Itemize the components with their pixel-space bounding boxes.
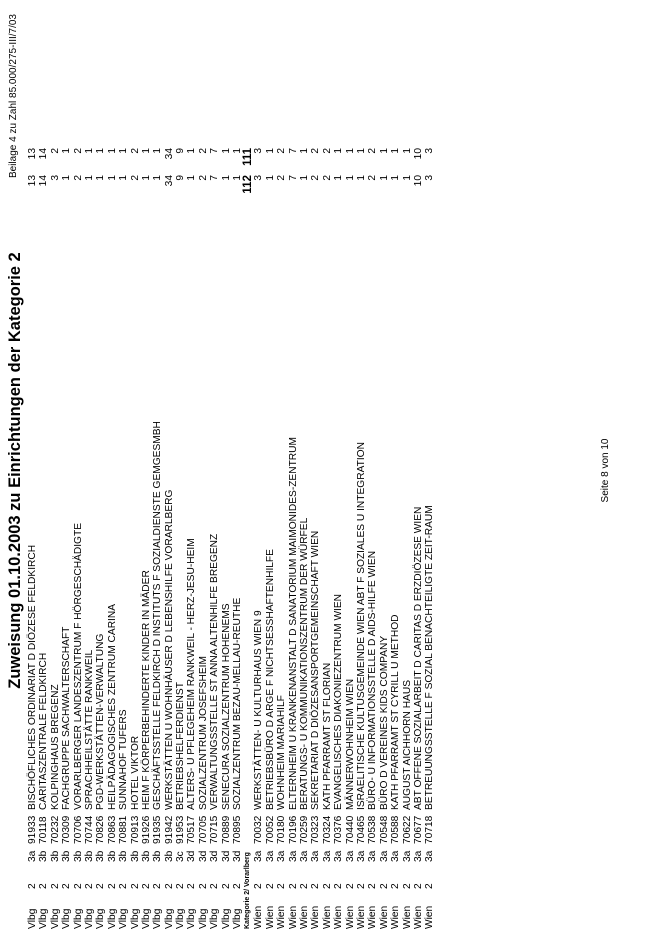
value-2-cell: 2 [310, 148, 322, 154]
value-2-cell: 1 [333, 148, 345, 154]
number-cell: 70744 [83, 815, 95, 844]
subcategory-cell: 3b [49, 850, 61, 862]
number-cell: 70259 [298, 815, 310, 844]
institution-name: SENECURA SOZIALZENTRUM HOHENEMS [220, 603, 232, 810]
number-cell: 70715 [209, 815, 221, 844]
land-cell: Vlbg [95, 908, 107, 929]
subcategory-cell: 3a [287, 850, 299, 862]
number-cell: 70548 [378, 815, 390, 844]
table-row [73, 0, 84, 941]
subcategory-cell: 3a [333, 850, 345, 862]
land-cell: Wien [355, 905, 367, 929]
number-cell: 70538 [367, 815, 379, 844]
institution-name: ALTERS- U PFLEGEHEIM RANKWEIL - HERZ-JESU-HEIM [186, 538, 198, 810]
value-1-cell: 1 [220, 175, 232, 181]
number-cell: 70706 [72, 815, 84, 844]
value-2-cell: 1 [390, 148, 402, 154]
category-cell: 2 [27, 883, 38, 889]
category-cell: 2 [276, 883, 288, 889]
category-cell: 2 [95, 883, 107, 889]
number-cell: 70309 [61, 815, 73, 844]
table-row [198, 0, 209, 941]
table-row [310, 0, 321, 941]
category-cell: 2 [72, 883, 84, 889]
value-2-cell: 1 [298, 148, 310, 154]
land-cell: Wien [310, 905, 322, 929]
land-cell: Vlbg [175, 908, 187, 929]
table-row [118, 0, 129, 941]
value-2-cell: 3 [424, 148, 436, 154]
category-cell: 2 [186, 883, 198, 889]
value-2-cell: 1 [95, 148, 107, 154]
subcategory-cell: 3b [83, 850, 95, 862]
land-cell: Wien [378, 905, 390, 929]
category-cell: 2 [175, 883, 187, 889]
value-1-cell: 34 [163, 175, 175, 187]
subcategory-cell: 3d [197, 850, 209, 862]
value-1-cell: 1 [344, 175, 356, 181]
category-cell: 2 [401, 883, 413, 889]
institution-name: KATH PFARRAMT ST FLORIAN [321, 662, 333, 810]
number-cell: 70517 [186, 815, 198, 844]
land-cell: Wien [401, 905, 413, 929]
subcategory-cell: 3d [220, 850, 232, 862]
subcategory-cell: 3a [355, 850, 367, 862]
land-cell: Vlbg [220, 908, 232, 929]
institution-name: BETRIEBSBÜRO D ARGE F NICHTSESSHAFTENHILFE [264, 549, 276, 810]
value-2-cell: 2 [197, 148, 209, 154]
value-2-cell: 1 [220, 148, 232, 154]
value-2-cell: 13 [27, 148, 38, 160]
total-value-1: 112 [242, 175, 255, 194]
value-2-cell: 2 [276, 148, 288, 154]
institution-name: SUNNAHOF TUFERS [118, 709, 130, 810]
category-cell: 2 [367, 883, 379, 889]
land-cell: Vlbg [38, 908, 50, 929]
value-1-cell: 3 [424, 175, 436, 181]
attachment-reference: Beilage 4 zu Zahl 85.000/275-III/7/03 [8, 14, 19, 179]
category-cell: 2 [83, 883, 95, 889]
value-2-cell: 1 [61, 148, 73, 154]
table-row [424, 0, 435, 941]
land-cell: Vlbg [232, 908, 244, 929]
institution-name: SEKRETARIAT D DIÖZESANSPORTGEMEINSCHAFT WIEN [310, 530, 322, 810]
institution-name: WOHNHEIM MARIAHILF [276, 695, 288, 810]
land-cell: Vlbg [163, 908, 175, 929]
category-cell: 2 [106, 883, 118, 889]
table-row [253, 0, 264, 941]
table-row [141, 0, 152, 941]
vlbg-section [27, 0, 243, 941]
land-cell: Vlbg [49, 908, 61, 929]
institution-name: SOZIALZENTRUM JOSEFSHEIM [197, 656, 209, 810]
value-2-cell: 1 [152, 148, 164, 154]
number-cell: 70324 [321, 815, 333, 844]
vlbg-total-row [243, 0, 253, 941]
table-row [38, 0, 49, 941]
institution-name: FACHGRUPPE SACHWALTERSCHAFT [61, 626, 73, 810]
value-1-cell: 1 [333, 175, 345, 181]
institution-name: BETRIEBSHELFERDIENST [175, 682, 187, 810]
institution-name: BERATUNGS- U KOMMUNIKATIONSZENTRUM DER WÜRFEL [298, 517, 310, 810]
number-cell: 70718 [424, 815, 436, 844]
value-1-cell: 3 [49, 175, 61, 181]
subcategory-cell: 3b [61, 850, 73, 862]
category-cell: 2 [344, 883, 356, 889]
land-cell: Vlbg [152, 908, 164, 929]
land-cell: Vlbg [209, 908, 221, 929]
subcategory-cell: 3a [424, 850, 436, 862]
land-cell: Vlbg [118, 908, 130, 929]
category-cell: 2 [209, 883, 221, 889]
category-cell: 2 [355, 883, 367, 889]
page-number: Seite 8 von 10 [600, 438, 611, 503]
value-1-cell: 2 [197, 175, 209, 181]
number-cell: 70622 [401, 815, 413, 844]
total-label: Kategorie 2/ Vorarlberg [244, 852, 252, 929]
institution-name: KATH PFARRAMT ST CYRILL U METHOD [390, 614, 402, 810]
number-cell: 91933 [27, 815, 38, 844]
table-row [27, 0, 38, 941]
institution-name: BÜRO- U INFORMATIONSSTELLE D AIDS-HILFE WIEN [367, 550, 379, 810]
number-cell: 70232 [49, 815, 61, 844]
table-row [221, 0, 232, 941]
number-cell: 70826 [95, 815, 107, 844]
value-1-cell: 3 [253, 175, 265, 181]
table-row [107, 0, 118, 941]
category-cell: 2 [220, 883, 232, 889]
value-1-cell: 1 [152, 175, 164, 181]
land-cell: Wien [424, 905, 436, 929]
category-cell: 2 [61, 883, 73, 889]
subcategory-cell: 3a [264, 850, 276, 862]
number-cell: 91926 [140, 815, 152, 844]
number-cell: 70196 [287, 815, 299, 844]
institution-name: BÜRO D VEREINES KIDS COMPANY [378, 635, 390, 810]
value-1-cell: 1 [264, 175, 276, 181]
land-cell: Vlbg [129, 908, 141, 929]
land-cell: Vlbg [61, 908, 73, 929]
value-2-cell: 1 [140, 148, 152, 154]
value-1-cell: 14 [38, 175, 50, 187]
value-2-cell: 1 [378, 148, 390, 154]
land-cell: Wien [412, 905, 424, 929]
value-1-cell: 1 [106, 175, 118, 181]
total-value-2: 111 [242, 148, 255, 166]
institution-name: EVANGELISCHES DIAKONIEZENTRUM WIEN [333, 593, 345, 810]
number-cell: 91953 [175, 815, 187, 844]
land-cell: Wien [367, 905, 379, 929]
value-2-cell: 1 [355, 148, 367, 154]
category-cell: 2 [38, 883, 50, 889]
table-row [322, 0, 333, 941]
number-cell: 70895 [232, 815, 244, 844]
table-row [186, 0, 197, 941]
category-cell: 2 [140, 883, 152, 889]
category-cell: 2 [287, 883, 299, 889]
land-cell: Vlbg [83, 908, 95, 929]
value-2-cell: 1 [186, 148, 198, 154]
number-cell: 70863 [106, 815, 118, 844]
institution-name: BISCHÖFLICHES ORDINARIAT D DIÖZESE FELDKIRCH [27, 544, 38, 810]
number-cell: 91935 [152, 815, 164, 844]
subcategory-cell: 3b [38, 850, 50, 862]
category-cell: 2 [197, 883, 209, 889]
institution-name: WERKSTÄTTEN- U KULTURHAUS WIEN 9 [253, 610, 265, 810]
institution-name: SPRACHHEILSTÄTTE RANKWEIL [83, 649, 95, 810]
category-cell: 2 [253, 883, 265, 889]
institution-name: GESCHÄFTSSTELLE FELDKIRCH D INSTITUTS F SOZIALDIENSTE GEMGESMBH [152, 421, 164, 810]
value-2-cell: 14 [38, 148, 50, 160]
value-1-cell: 1 [61, 175, 73, 181]
table-row [276, 0, 287, 941]
value-1-cell: 7 [209, 175, 221, 181]
value-1-cell: 1 [378, 175, 390, 181]
table-row [232, 0, 243, 941]
table-row [175, 0, 186, 941]
subcategory-cell: 3d [232, 850, 244, 862]
number-cell: 70118 [38, 816, 50, 844]
value-1-cell: 1 [83, 175, 95, 181]
value-2-cell: 1 [264, 148, 276, 154]
table-row [164, 0, 175, 941]
land-cell: Vlbg [27, 908, 38, 929]
value-1-cell: 13 [27, 175, 38, 187]
number-cell: 70465 [355, 815, 367, 844]
land-cell: Wien [321, 905, 333, 929]
category-cell: 2 [321, 883, 333, 889]
institution-name: CARITASZENTRALE FELDKIRCH [38, 652, 50, 810]
table-row [130, 0, 141, 941]
value-2-cell: 2 [49, 148, 61, 154]
table-row [333, 0, 344, 941]
subcategory-cell: 3a [367, 850, 379, 862]
value-2-cell: 2 [129, 148, 141, 154]
land-cell: Vlbg [140, 908, 152, 929]
number-cell: 70440 [344, 815, 356, 844]
table-row [379, 0, 390, 941]
land-cell: Vlbg [186, 908, 198, 929]
subcategory-cell: 3a [390, 850, 402, 862]
category-cell: 2 [390, 883, 402, 889]
value-2-cell: 2 [367, 148, 379, 154]
number-cell: 70032 [253, 815, 265, 844]
subcategory-cell: 3d [186, 850, 198, 862]
value-1-cell: 2 [276, 175, 288, 181]
land-cell: Vlbg [197, 908, 209, 929]
value-1-cell: 10 [412, 175, 424, 187]
category-cell: 2 [118, 883, 130, 889]
land-cell: Vlbg [72, 908, 84, 929]
subcategory-cell: 3b [152, 850, 164, 862]
value-1-cell: 2 [321, 175, 333, 181]
institution-name: PGD-WERKSTÄTTEN-VERWALTUNG [95, 633, 107, 810]
value-2-cell: 10 [412, 148, 424, 160]
institution-name: ISRAELITISCHE KULTUSGEMEINDE WIEN ABT F SOZIALES U INTEGRATION [355, 442, 367, 810]
land-cell: Wien [264, 905, 276, 929]
land-cell: Wien [333, 905, 345, 929]
table-row [84, 0, 95, 941]
value-1-cell: 1 [355, 175, 367, 181]
wien-section [253, 0, 435, 941]
category-cell: 2 [264, 883, 276, 889]
subcategory-cell: 3a [298, 850, 310, 862]
institution-name: ABT OFFENE SOZIALARBEIT D CARITAS D ERZDIÖZESE WIEN [412, 506, 424, 810]
table-row [152, 0, 163, 941]
value-2-cell: 1 [106, 148, 118, 154]
institution-name: ELTERNHEIM U KRANKENANSTALT D SANATORIUM MAIMONIDES-ZENTRUM [287, 436, 299, 810]
institution-name: MÄNNERWOHNHEIM WIEN [344, 678, 356, 810]
number-cell: 70889 [220, 815, 232, 844]
table-row [299, 0, 310, 941]
land-cell: Wien [298, 905, 310, 929]
value-1-cell: 1 [232, 175, 244, 181]
subcategory-cell: 3a [344, 850, 356, 862]
value-1-cell: 2 [367, 175, 379, 181]
institution-name: AUGUST AICHHORN HAUS [401, 679, 413, 810]
subcategory-cell: 3a [253, 850, 265, 862]
institution-name: VERWALTUNGSSTELLE ST ANNA ALTENHILFE BREGENZ [209, 533, 221, 810]
number-cell: 70052 [264, 815, 276, 844]
land-cell: Wien [344, 905, 356, 929]
value-2-cell: 7 [287, 148, 299, 154]
land-cell: Wien [253, 905, 265, 929]
subcategory-cell: 3d [209, 850, 221, 862]
subcategory-cell: 3b [118, 850, 130, 862]
number-cell: 70588 [390, 815, 402, 844]
subcategory-cell: 3a [412, 850, 424, 862]
land-cell: Wien [276, 905, 288, 929]
land-cell: Vlbg [106, 908, 118, 929]
institution-name: SOZIALZENTRUM BEZAU-MELLAU-REUTHE [232, 597, 244, 810]
value-1-cell: 1 [390, 175, 402, 181]
number-cell: 70180 [276, 815, 288, 844]
table-row [50, 0, 61, 941]
value-1-cell: 1 [95, 175, 107, 181]
table-row [61, 0, 72, 941]
land-cell: Wien [390, 905, 402, 929]
table-row [402, 0, 413, 941]
category-cell: 2 [152, 883, 164, 889]
category-cell: 2 [310, 883, 322, 889]
subcategory-cell: 3b [95, 850, 107, 862]
table-row [265, 0, 276, 941]
table-row [367, 0, 378, 941]
subcategory-cell: 3a [310, 850, 322, 862]
table-row [345, 0, 356, 941]
value-2-cell: 1 [118, 148, 130, 154]
subcategory-cell: 3a [321, 850, 333, 862]
subcategory-cell: 3b [106, 850, 118, 862]
table-row [390, 0, 401, 941]
value-1-cell: 7 [287, 175, 299, 181]
value-2-cell: 34 [163, 148, 175, 160]
institution-name: WERKSTÄTTEN U WOHNHÄUSER D LEBENSHILFE VORARLBERG [163, 489, 175, 810]
category-cell: 2 [49, 883, 61, 889]
value-2-cell: 2 [321, 148, 333, 154]
institution-name: HEILPÄDAGOGISCHES ZENTRUM CARINA [106, 603, 118, 810]
subcategory-cell: 3a [401, 850, 413, 862]
number-cell: 70323 [310, 815, 322, 844]
subcategory-cell: 3a [378, 850, 390, 862]
value-2-cell: 1 [83, 148, 95, 154]
value-1-cell: 1 [186, 175, 198, 181]
value-2-cell: 1 [401, 148, 413, 154]
subcategory-cell: 3c [175, 851, 187, 862]
institution-name: HOTEL VIKTOR [129, 735, 141, 810]
number-cell: 70376 [333, 815, 345, 844]
value-2-cell: 3 [253, 148, 265, 154]
subcategory-cell: 3a [27, 850, 38, 862]
page-title: Zuweisung 01.10.2003 zu Einrichtungen der Kategorie 2 [6, 252, 24, 689]
institution-name: VORARLBERGER LANDESZENTRUM F HÖRGESCHÄDIGTE [72, 523, 84, 810]
value-1-cell: 2 [310, 175, 322, 181]
value-1-cell: 1 [298, 175, 310, 181]
category-cell: 2 [129, 883, 141, 889]
table-row [356, 0, 367, 941]
number-cell: 70913 [129, 815, 141, 844]
value-2-cell: 2 [72, 148, 84, 154]
institution-name: HEIM F KÖRPERBEHINDERTE KINDER IN MÄDER [140, 570, 152, 810]
value-1-cell: 1 [401, 175, 413, 181]
land-cell: Wien [287, 905, 299, 929]
number-cell: 70677 [412, 815, 424, 844]
value-2-cell: 9 [175, 148, 187, 154]
value-1-cell: 2 [72, 175, 84, 181]
allocation-table [27, 0, 436, 941]
category-cell: 2 [163, 883, 175, 889]
category-cell: 2 [298, 883, 310, 889]
institution-name: BETREUUNGSSTELLE F SOZIAL BENACHTEILIGTE ZEIT-RAUM [424, 505, 436, 810]
table-row [413, 0, 424, 941]
number-cell: 70881 [118, 815, 130, 844]
value-1-cell: 9 [175, 175, 187, 181]
category-cell: 2 [232, 883, 244, 889]
table-row [209, 0, 220, 941]
number-cell: 70705 [197, 815, 209, 844]
category-cell: 2 [333, 883, 345, 889]
category-cell: 2 [378, 883, 390, 889]
value-2-cell: 1 [232, 148, 244, 154]
value-2-cell: 7 [209, 148, 221, 154]
value-2-cell: 1 [344, 148, 356, 154]
institution-name: KOLPINGHAUS BREGENZ [49, 684, 61, 810]
category-cell: 2 [424, 883, 436, 889]
category-cell: 2 [412, 883, 424, 889]
table-row [288, 0, 299, 941]
value-1-cell: 2 [129, 175, 141, 181]
table-row [95, 0, 106, 941]
number-cell: 91942 [163, 815, 175, 844]
subcategory-cell: 3b [72, 850, 84, 862]
subcategory-cell: 3b [129, 850, 141, 862]
subcategory-cell: 3b [140, 850, 152, 862]
subcategory-cell: 3b [163, 850, 175, 862]
value-1-cell: 1 [118, 175, 130, 181]
subcategory-cell: 3a [276, 850, 288, 862]
value-1-cell: 1 [140, 175, 152, 181]
